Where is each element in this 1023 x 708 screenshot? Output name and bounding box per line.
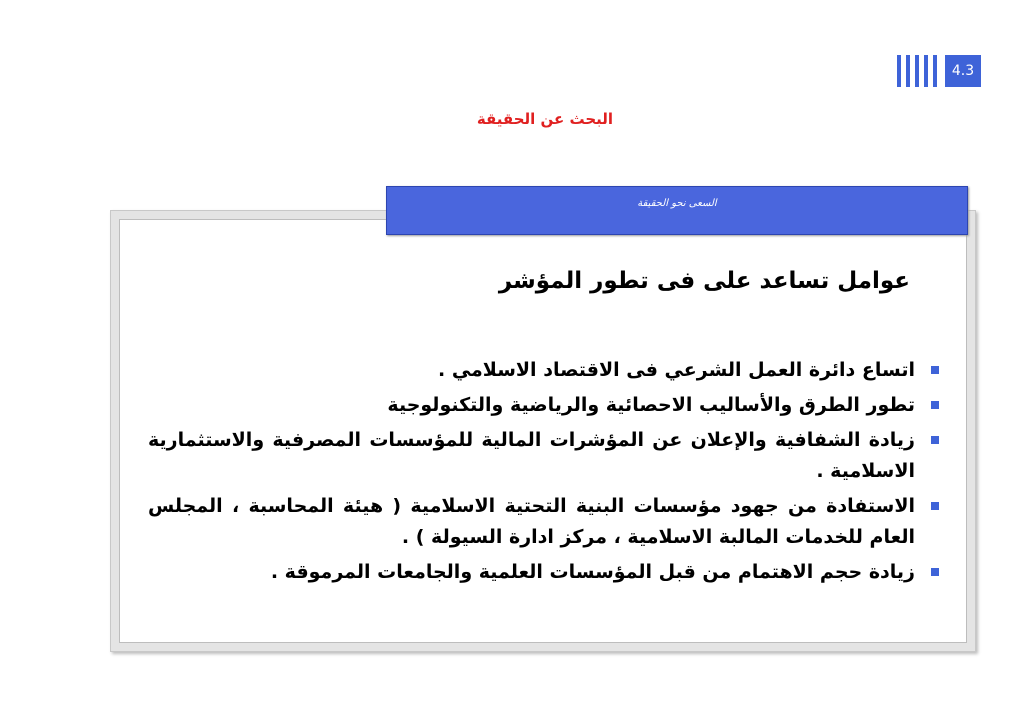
list-item xyxy=(148,425,943,487)
list-item-text: زيادة الشفافية والإعلان عن المؤشرات المالية للمؤسسات المصرفية والاستثمارية الاسلامية . xyxy=(148,429,915,482)
square-bullet-icon xyxy=(931,401,939,409)
panel-tab-header xyxy=(386,186,968,235)
bar-1 xyxy=(897,55,901,87)
square-bullet-icon xyxy=(931,366,939,374)
square-bullet-icon xyxy=(931,502,939,510)
square-bullet-icon xyxy=(931,568,939,576)
list-item xyxy=(148,557,943,588)
bar-2 xyxy=(906,55,910,87)
square-bullet-icon xyxy=(931,436,939,444)
panel-tab-label: السعى نحو الحقيقة xyxy=(637,198,717,209)
list-item-text: الاستفادة من جهود مؤسسات البنية التحتية الاسلامية ( هيئة المحاسبة ، المجلس العام للخدمات المالبة الاسلامية ، مركز ادارة السيولة ) . xyxy=(148,495,915,548)
bar-4 xyxy=(924,55,928,87)
slide-title: البحث عن الحقيقة xyxy=(476,110,614,128)
decorative-bars xyxy=(897,55,941,87)
bar-5 xyxy=(933,55,937,87)
list-item-text: تطور الطرق والأساليب الاحصائية والرياضية والتكنولوجية xyxy=(387,394,915,416)
list-item xyxy=(148,355,943,386)
section-number-badge: 4.3 xyxy=(945,55,981,87)
list-item xyxy=(148,491,943,553)
list-item xyxy=(148,390,943,421)
bar-3 xyxy=(915,55,919,87)
list-item-text: زيادة حجم الاهتمام من قبل المؤسسات العلمية والجامعات المرموقة . xyxy=(270,561,915,583)
content-heading: عوامل تساعد على فى تطور المؤشر xyxy=(498,268,910,294)
list-item-text: اتساع دائرة العمل الشرعي فى الاقتصاد الاسلامي . xyxy=(437,359,915,381)
bullet-list xyxy=(148,355,943,592)
